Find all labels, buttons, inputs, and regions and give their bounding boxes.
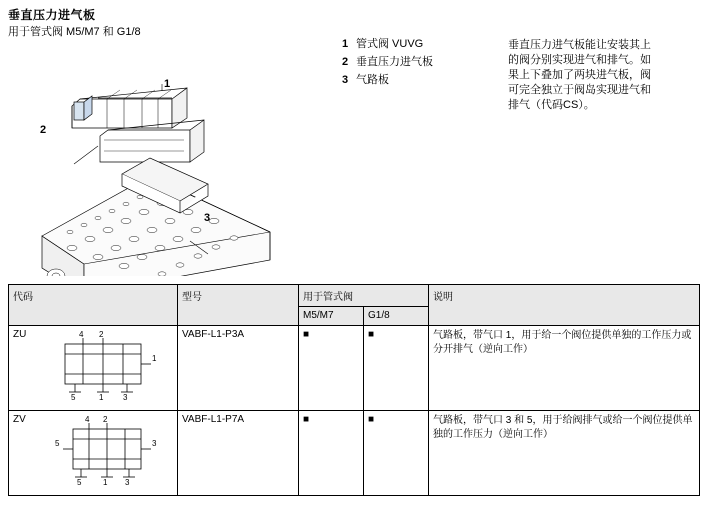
svg-text:5: 5 — [55, 439, 60, 448]
schematic-zu — [55, 330, 159, 400]
table-head — [9, 285, 700, 326]
cell-type: VABF-L1-P3A — [178, 326, 299, 411]
legend-item-3 — [342, 74, 492, 87]
legend-number: 2 — [342, 56, 349, 68]
svg-text:3: 3 — [125, 478, 130, 485]
schematic-zv — [55, 415, 159, 485]
table-header-row — [9, 285, 700, 307]
legend-item-1 — [342, 38, 492, 51]
table-body — [9, 326, 700, 496]
svg-text:1: 1 — [152, 354, 157, 363]
legend-number: 1 — [342, 38, 349, 50]
header-g18: G1/8 — [364, 307, 429, 326]
cell-m5m7: ■ — [299, 326, 364, 411]
page-subtitle: 用于管式阀 M5/M7 和 G1/8 — [8, 26, 141, 38]
illustration-svg — [12, 36, 332, 276]
svg-text:1: 1 — [103, 478, 108, 485]
callout-3: 3 — [204, 212, 211, 224]
svg-text:3: 3 — [123, 393, 128, 400]
cell-code-schematic — [9, 326, 178, 411]
svg-text:1: 1 — [99, 393, 104, 400]
svg-text:3: 3 — [152, 439, 157, 448]
svg-text:2: 2 — [103, 415, 108, 424]
header-m5m7: M5/M7 — [299, 307, 364, 326]
legend-label: 管式阀 VUVG — [356, 38, 424, 50]
header-for-valve: 用于管式阀 — [299, 285, 429, 307]
row-code: ZU — [13, 329, 27, 340]
legend-number: 3 — [342, 74, 349, 86]
cell-m5m7: ■ — [299, 411, 364, 496]
svg-text:5: 5 — [71, 393, 76, 400]
header-code: 代码 — [9, 285, 178, 326]
legend-label: 气路板 — [356, 74, 389, 86]
cell-code-schematic — [9, 411, 178, 496]
description-text: 垂直压力进气板能让安装其上的阀分别实现进气和排气。如果上下叠加了两块进气板，阀可完全独立于阀岛实现进气和排气（代码CS）。 — [508, 39, 651, 111]
header-description: 说明 — [429, 285, 700, 326]
callout-1: 1 — [164, 78, 171, 90]
table-row — [9, 326, 700, 411]
product-table — [8, 284, 700, 496]
svg-text:2: 2 — [99, 330, 104, 339]
legend-label: 垂直压力进气板 — [356, 56, 433, 68]
cell-g18: ■ — [364, 326, 429, 411]
callout-2: 2 — [40, 124, 47, 136]
legend-list — [342, 38, 492, 92]
header-type: 型号 — [178, 285, 299, 326]
table-row — [9, 411, 700, 496]
cell-g18: ■ — [364, 411, 429, 496]
legend-item-2 — [342, 56, 492, 69]
product-illustration — [12, 36, 332, 276]
cell-description: 气路板，带气口 1，用于给一个阀位提供单独的工作压力或分开排气（逆向工作） — [429, 326, 700, 411]
page-title: 垂直压力进气板 — [8, 8, 96, 22]
row-code: ZV — [13, 414, 26, 425]
svg-text:4: 4 — [85, 415, 90, 424]
cell-description: 气路板，带气口 3 和 5，用于给阀排气或给一个阀位提供单独的工作压力（逆向工作） — [429, 411, 700, 496]
svg-text:5: 5 — [77, 478, 82, 485]
svg-text:4: 4 — [79, 330, 84, 339]
cell-type: VABF-L1-P7A — [178, 411, 299, 496]
